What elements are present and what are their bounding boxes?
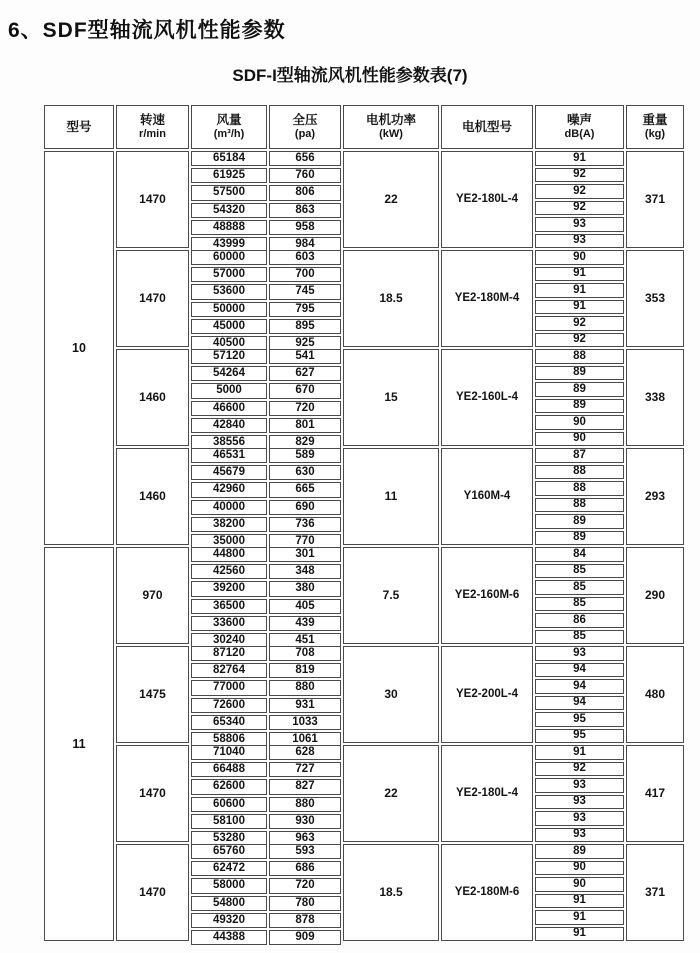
flow-cell: 46600 bbox=[191, 401, 267, 416]
table-row bbox=[191, 267, 341, 282]
motor-model-cell: YE2-200L-4 bbox=[441, 646, 533, 743]
pressure-cell: 380 bbox=[269, 581, 341, 596]
weight-cell: 417 bbox=[626, 745, 684, 842]
flow-cell: 60000 bbox=[191, 250, 267, 265]
table-row bbox=[191, 861, 341, 876]
noise-cell: 94 bbox=[535, 663, 624, 678]
table-row bbox=[191, 797, 341, 812]
rpm-cell: 1460 bbox=[116, 448, 189, 545]
pressure-cell: 958 bbox=[269, 220, 341, 235]
noise-column bbox=[535, 151, 624, 248]
table-row bbox=[191, 680, 341, 695]
noise-cell: 95 bbox=[535, 712, 624, 727]
header-weight bbox=[626, 105, 684, 149]
flow-cell: 62600 bbox=[191, 779, 267, 794]
rpm-cell: 1470 bbox=[116, 151, 189, 248]
pressure-cell: 670 bbox=[269, 383, 341, 398]
noise-cell: 90 bbox=[535, 432, 624, 447]
noise-cell: 88 bbox=[535, 465, 624, 480]
flow-cell: 40000 bbox=[191, 500, 267, 515]
pressure-cell: 801 bbox=[269, 418, 341, 433]
noise-cell: 90 bbox=[535, 861, 624, 876]
pressure-cell: 656 bbox=[269, 151, 341, 166]
table-row bbox=[191, 203, 341, 218]
flow-cell: 82764 bbox=[191, 663, 267, 678]
flow-pressure-column bbox=[191, 844, 341, 944]
table-row bbox=[191, 715, 341, 730]
pressure-cell: 708 bbox=[269, 646, 341, 661]
weight-cell: 480 bbox=[626, 646, 684, 743]
weight-cell: 290 bbox=[626, 547, 684, 644]
noise-cell: 91 bbox=[535, 300, 624, 315]
weight-cell: 371 bbox=[626, 151, 684, 248]
table-row bbox=[191, 581, 341, 596]
noise-cell: 91 bbox=[535, 267, 624, 282]
header-rpm-unit: r/min bbox=[139, 128, 166, 141]
noise-cell: 91 bbox=[535, 910, 624, 925]
header-power bbox=[343, 105, 439, 149]
flow-cell: 50000 bbox=[191, 302, 267, 317]
noise-cell: 85 bbox=[535, 564, 624, 579]
noise-cell: 95 bbox=[535, 729, 624, 744]
header-press-label: 全压 bbox=[292, 112, 318, 127]
flow-cell: 38200 bbox=[191, 517, 267, 532]
flow-cell: 62472 bbox=[191, 861, 267, 876]
flow-cell: 72600 bbox=[191, 698, 267, 713]
noise-column bbox=[535, 547, 624, 644]
table-row bbox=[191, 500, 341, 515]
pressure-cell: 806 bbox=[269, 185, 341, 200]
table-row bbox=[191, 250, 341, 265]
flow-cell: 58806 bbox=[191, 732, 267, 747]
pressure-cell: 1033 bbox=[269, 715, 341, 730]
flow-cell: 46531 bbox=[191, 448, 267, 463]
rpm-cell: 1470 bbox=[116, 844, 189, 941]
pressure-cell: 627 bbox=[269, 366, 341, 381]
table-row bbox=[191, 745, 341, 760]
pressure-cell: 984 bbox=[269, 237, 341, 252]
rpm-cell: 1475 bbox=[116, 646, 189, 743]
pressure-cell: 770 bbox=[269, 534, 341, 549]
pressure-cell: 878 bbox=[269, 913, 341, 928]
flow-cell: 43999 bbox=[191, 237, 267, 252]
table-row bbox=[191, 814, 341, 829]
flow-cell: 60600 bbox=[191, 797, 267, 812]
noise-cell: 92 bbox=[535, 184, 624, 199]
flow-cell: 5000 bbox=[191, 383, 267, 398]
flow-cell: 45000 bbox=[191, 319, 267, 334]
flow-cell: 49320 bbox=[191, 913, 267, 928]
flow-pressure-column bbox=[191, 745, 341, 845]
motor-block bbox=[116, 844, 686, 944]
noise-column bbox=[535, 250, 624, 347]
section-title: 6、SDF型轴流风机性能参数 bbox=[8, 19, 286, 42]
table-row bbox=[191, 844, 341, 859]
header-rpm bbox=[116, 105, 189, 149]
table-row bbox=[191, 930, 341, 945]
power-cell: 22 bbox=[343, 745, 439, 842]
flow-cell: 44800 bbox=[191, 547, 267, 562]
noise-column bbox=[535, 844, 624, 941]
table-row bbox=[191, 779, 341, 794]
header-press bbox=[269, 105, 341, 149]
pressure-cell: 863 bbox=[269, 203, 341, 218]
pressure-cell: 405 bbox=[269, 599, 341, 614]
noise-cell: 88 bbox=[535, 481, 624, 496]
noise-cell: 94 bbox=[535, 696, 624, 711]
pressure-cell: 630 bbox=[269, 465, 341, 480]
flow-pressure-column bbox=[191, 547, 341, 647]
noise-cell: 89 bbox=[535, 399, 624, 414]
motor-block bbox=[116, 151, 686, 251]
noise-cell: 90 bbox=[535, 415, 624, 430]
header-noise bbox=[535, 105, 624, 149]
noise-cell: 92 bbox=[535, 316, 624, 331]
flow-pressure-column bbox=[191, 448, 341, 548]
power-cell: 15 bbox=[343, 349, 439, 446]
motor-model-cell: YE2-180L-4 bbox=[441, 745, 533, 842]
pressure-cell: 301 bbox=[269, 547, 341, 562]
header-weight-unit: (kg) bbox=[644, 128, 666, 141]
power-cell: 11 bbox=[343, 448, 439, 545]
table-row bbox=[191, 302, 341, 317]
pressure-cell: 348 bbox=[269, 564, 341, 579]
table-header-row bbox=[44, 105, 686, 149]
weight-cell: 338 bbox=[626, 349, 684, 446]
noise-cell: 89 bbox=[535, 844, 624, 859]
flow-cell: 53600 bbox=[191, 284, 267, 299]
table-row bbox=[191, 663, 341, 678]
pressure-cell: 690 bbox=[269, 500, 341, 515]
header-motor bbox=[441, 105, 533, 149]
table-row bbox=[191, 646, 341, 661]
flow-cell: 42840 bbox=[191, 418, 267, 433]
flow-cell: 54264 bbox=[191, 366, 267, 381]
motor-model-cell: YE2-160M-6 bbox=[441, 547, 533, 644]
table-row bbox=[191, 151, 341, 166]
pressure-cell: 819 bbox=[269, 663, 341, 678]
noise-cell: 93 bbox=[535, 234, 624, 249]
noise-cell: 92 bbox=[535, 168, 624, 183]
header-press-unit: (pa) bbox=[294, 128, 316, 141]
pressure-cell: 895 bbox=[269, 319, 341, 334]
noise-cell: 88 bbox=[535, 349, 624, 364]
flow-cell: 40500 bbox=[191, 336, 267, 351]
flow-cell: 44388 bbox=[191, 930, 267, 945]
motor-block bbox=[116, 448, 686, 548]
motor-model-cell: Y160M-4 bbox=[441, 448, 533, 545]
pressure-cell: 880 bbox=[269, 797, 341, 812]
flow-cell: 71040 bbox=[191, 745, 267, 760]
flow-cell: 42960 bbox=[191, 482, 267, 497]
table-row bbox=[191, 284, 341, 299]
table-row bbox=[191, 896, 341, 911]
table-row bbox=[191, 401, 341, 416]
pressure-cell: 439 bbox=[269, 616, 341, 631]
noise-cell: 93 bbox=[535, 778, 624, 793]
table-row bbox=[191, 220, 341, 235]
flow-pressure-column bbox=[191, 151, 341, 251]
header-flow-unit: (m³/h) bbox=[213, 128, 245, 141]
motor-model-cell: YE2-180M-6 bbox=[441, 844, 533, 941]
motor-model-cell: YE2-180M-4 bbox=[441, 250, 533, 347]
flow-cell: 57120 bbox=[191, 349, 267, 364]
header-motor-label: 电机型号 bbox=[461, 119, 512, 134]
power-cell: 30 bbox=[343, 646, 439, 743]
flow-cell: 57000 bbox=[191, 267, 267, 282]
performance-table bbox=[44, 105, 686, 944]
flow-cell: 35000 bbox=[191, 534, 267, 549]
noise-cell: 85 bbox=[535, 630, 624, 645]
flow-pressure-column bbox=[191, 349, 341, 449]
weight-cell: 371 bbox=[626, 844, 684, 941]
header-noise-unit: dB(A) bbox=[564, 128, 595, 141]
table-row bbox=[191, 547, 341, 562]
flow-cell: 33600 bbox=[191, 616, 267, 631]
pressure-cell: 727 bbox=[269, 762, 341, 777]
power-cell: 7.5 bbox=[343, 547, 439, 644]
flow-cell: 58000 bbox=[191, 878, 267, 893]
noise-cell: 93 bbox=[535, 828, 624, 843]
motor-block bbox=[116, 547, 686, 647]
table-row bbox=[191, 599, 341, 614]
header-power-unit: (kW) bbox=[379, 128, 403, 141]
table-row bbox=[191, 698, 341, 713]
noise-cell: 92 bbox=[535, 762, 624, 777]
header-power-label: 电机功率 bbox=[365, 112, 416, 127]
power-cell: 18.5 bbox=[343, 844, 439, 941]
flow-cell: 54800 bbox=[191, 896, 267, 911]
table-row bbox=[191, 366, 341, 381]
pressure-cell: 829 bbox=[269, 435, 341, 450]
noise-cell: 92 bbox=[535, 333, 624, 348]
flow-cell: 77000 bbox=[191, 680, 267, 695]
flow-pressure-column bbox=[191, 646, 341, 746]
weight-cell: 353 bbox=[626, 250, 684, 347]
flow-cell: 48888 bbox=[191, 220, 267, 235]
table-body bbox=[44, 151, 686, 944]
noise-cell: 91 bbox=[535, 894, 624, 909]
pressure-cell: 795 bbox=[269, 302, 341, 317]
pressure-cell: 686 bbox=[269, 861, 341, 876]
table-row bbox=[191, 185, 341, 200]
flow-cell: 38556 bbox=[191, 435, 267, 450]
flow-pressure-column bbox=[191, 250, 341, 350]
noise-column bbox=[535, 448, 624, 545]
table-row bbox=[191, 878, 341, 893]
weight-cell: 293 bbox=[626, 448, 684, 545]
noise-cell: 91 bbox=[535, 927, 624, 942]
pressure-cell: 736 bbox=[269, 517, 341, 532]
noise-cell: 89 bbox=[535, 366, 624, 381]
table-row bbox=[191, 913, 341, 928]
motor-block bbox=[116, 349, 686, 449]
table-title: SDF-I型轴流风机性能参数表(7) bbox=[232, 66, 468, 85]
noise-cell: 89 bbox=[535, 531, 624, 546]
power-cell: 18.5 bbox=[343, 250, 439, 347]
flow-cell: 65184 bbox=[191, 151, 267, 166]
table-row bbox=[191, 762, 341, 777]
flow-cell: 61925 bbox=[191, 168, 267, 183]
flow-cell: 66488 bbox=[191, 762, 267, 777]
noise-column bbox=[535, 349, 624, 446]
pressure-cell: 700 bbox=[269, 267, 341, 282]
noise-cell: 93 bbox=[535, 646, 624, 661]
noise-column bbox=[535, 646, 624, 743]
noise-cell: 85 bbox=[535, 597, 624, 612]
flow-cell: 36500 bbox=[191, 599, 267, 614]
rpm-cell: 1470 bbox=[116, 745, 189, 842]
flow-cell: 57500 bbox=[191, 185, 267, 200]
noise-column bbox=[535, 745, 624, 842]
noise-cell: 90 bbox=[535, 877, 624, 892]
table-row bbox=[191, 482, 341, 497]
header-model-label: 型号 bbox=[66, 119, 92, 134]
noise-cell: 86 bbox=[535, 613, 624, 628]
noise-cell: 84 bbox=[535, 547, 624, 562]
model-cell: 10 bbox=[44, 151, 114, 545]
noise-cell: 89 bbox=[535, 514, 624, 529]
pressure-cell: 720 bbox=[269, 401, 341, 416]
pressure-cell: 665 bbox=[269, 482, 341, 497]
pressure-cell: 780 bbox=[269, 896, 341, 911]
pressure-cell: 745 bbox=[269, 284, 341, 299]
blocks-column bbox=[116, 151, 686, 944]
pressure-cell: 909 bbox=[269, 930, 341, 945]
flow-cell: 87120 bbox=[191, 646, 267, 661]
pressure-cell: 760 bbox=[269, 168, 341, 183]
table-row bbox=[191, 168, 341, 183]
pressure-cell: 1061 bbox=[269, 732, 341, 747]
pressure-cell: 593 bbox=[269, 844, 341, 859]
noise-cell: 92 bbox=[535, 201, 624, 216]
pressure-cell: 541 bbox=[269, 349, 341, 364]
table-row bbox=[191, 319, 341, 334]
noise-cell: 91 bbox=[535, 151, 624, 166]
table-row bbox=[191, 517, 341, 532]
pressure-cell: 963 bbox=[269, 831, 341, 846]
noise-cell: 91 bbox=[535, 745, 624, 760]
flow-cell: 39200 bbox=[191, 581, 267, 596]
table-row bbox=[191, 564, 341, 579]
flow-cell: 65340 bbox=[191, 715, 267, 730]
table-row bbox=[191, 383, 341, 398]
noise-cell: 89 bbox=[535, 382, 624, 397]
flow-cell: 65760 bbox=[191, 844, 267, 859]
table-row bbox=[191, 418, 341, 433]
header-noise-label: 噪声 bbox=[566, 112, 592, 127]
pressure-cell: 930 bbox=[269, 814, 341, 829]
model-cell: 11 bbox=[44, 547, 114, 941]
rpm-cell: 970 bbox=[116, 547, 189, 644]
pressure-cell: 451 bbox=[269, 633, 341, 648]
noise-cell: 94 bbox=[535, 679, 624, 694]
noise-cell: 85 bbox=[535, 580, 624, 595]
noise-cell: 93 bbox=[535, 217, 624, 232]
header-model bbox=[44, 105, 114, 149]
header-flow bbox=[191, 105, 267, 149]
pressure-cell: 720 bbox=[269, 878, 341, 893]
header-weight-label: 重量 bbox=[642, 112, 668, 127]
noise-cell: 93 bbox=[535, 811, 624, 826]
noise-cell: 91 bbox=[535, 283, 624, 298]
header-flow-label: 风量 bbox=[216, 112, 242, 127]
rpm-cell: 1470 bbox=[116, 250, 189, 347]
flow-cell: 45679 bbox=[191, 465, 267, 480]
pressure-cell: 589 bbox=[269, 448, 341, 463]
motor-block bbox=[116, 250, 686, 350]
table-row bbox=[191, 448, 341, 463]
pressure-cell: 925 bbox=[269, 336, 341, 351]
pressure-cell: 827 bbox=[269, 779, 341, 794]
table-row bbox=[191, 349, 341, 364]
flow-cell: 54320 bbox=[191, 203, 267, 218]
motor-model-cell: YE2-180L-4 bbox=[441, 151, 533, 248]
header-rpm-label: 转速 bbox=[139, 112, 165, 127]
flow-cell: 30240 bbox=[191, 633, 267, 648]
model-column bbox=[44, 151, 114, 941]
power-cell: 22 bbox=[343, 151, 439, 248]
table-row bbox=[191, 465, 341, 480]
pressure-cell: 603 bbox=[269, 250, 341, 265]
noise-cell: 88 bbox=[535, 498, 624, 513]
pressure-cell: 628 bbox=[269, 745, 341, 760]
motor-block bbox=[116, 745, 686, 845]
motor-block bbox=[116, 646, 686, 746]
rpm-cell: 1460 bbox=[116, 349, 189, 446]
table-row bbox=[191, 616, 341, 631]
pressure-cell: 880 bbox=[269, 680, 341, 695]
pressure-cell: 931 bbox=[269, 698, 341, 713]
flow-cell: 53280 bbox=[191, 831, 267, 846]
noise-cell: 90 bbox=[535, 250, 624, 265]
flow-cell: 42560 bbox=[191, 564, 267, 579]
noise-cell: 87 bbox=[535, 448, 624, 463]
motor-model-cell: YE2-160L-4 bbox=[441, 349, 533, 446]
flow-cell: 58100 bbox=[191, 814, 267, 829]
noise-cell: 93 bbox=[535, 795, 624, 810]
